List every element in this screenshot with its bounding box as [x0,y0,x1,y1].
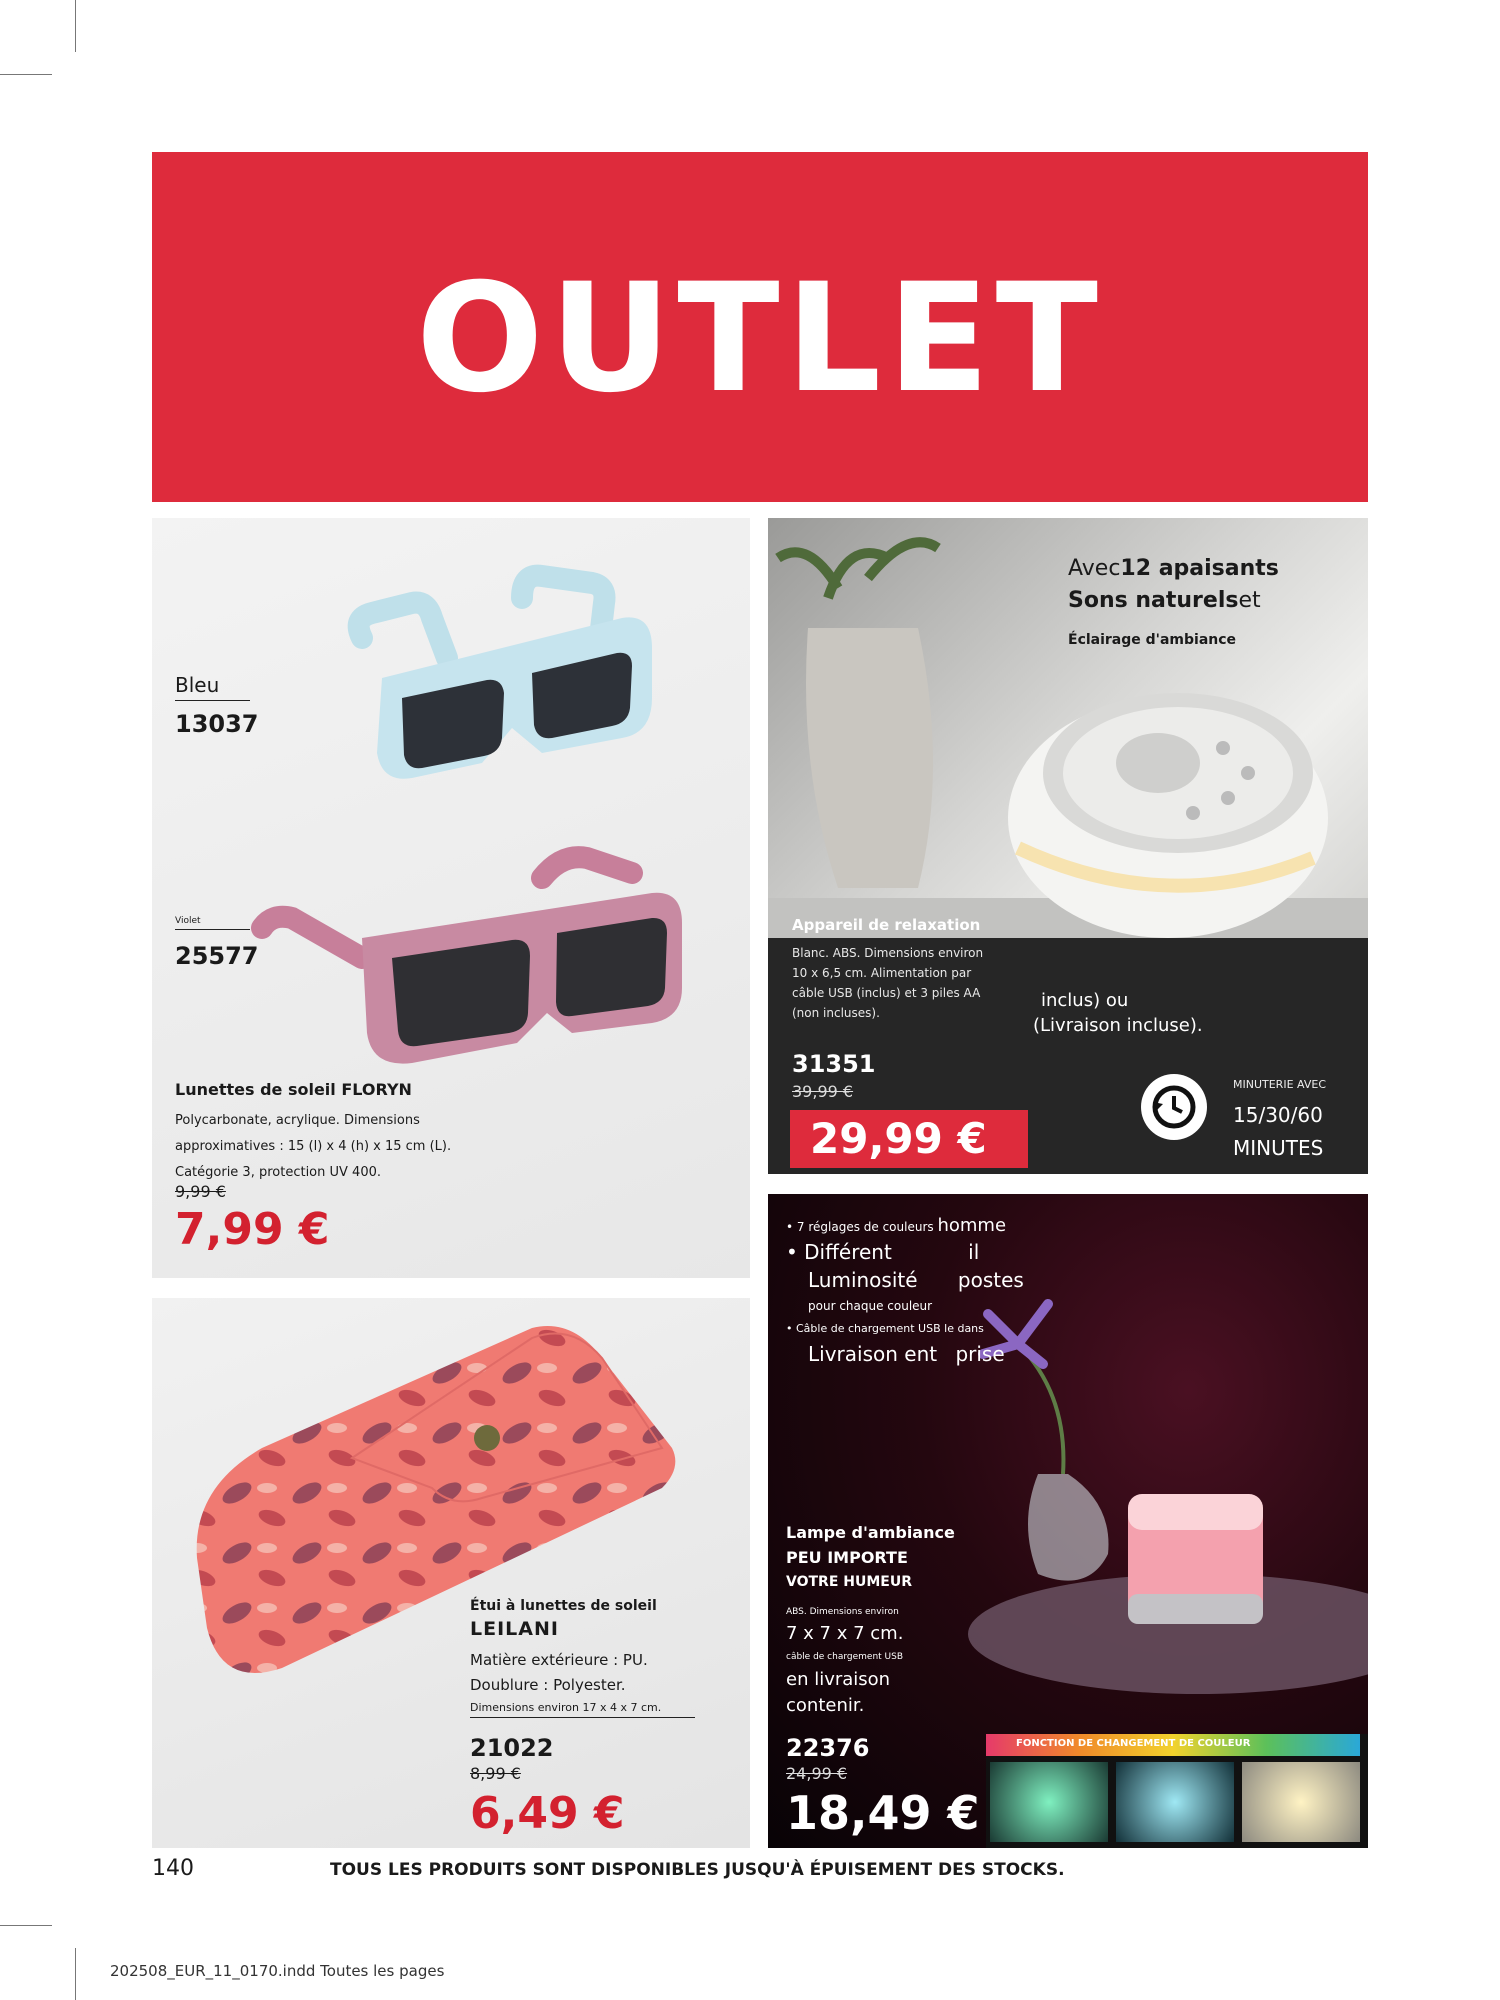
sale-price: 18,49 € [786,1786,980,1840]
product-name: Lampe d'ambiance PEU IMPORTE VOTRE HUMEUR [786,1523,955,1590]
color-label-violet: Violet [175,916,250,930]
outlet-banner [152,152,1368,502]
color-function-label: FONCTION DE CHANGEMENT DE COULEUR [1016,1738,1251,1749]
lamp-cyan-thumbnail [1116,1762,1234,1842]
crop-mark [75,1948,76,2000]
relax-subheadline: Éclairage d'ambiance [1068,632,1237,648]
color-label-blue: Bleu [175,673,250,701]
product-name: Lunettes de soleil FLORYN [175,1080,412,1099]
old-price: 39,99 € [792,1082,854,1101]
old-price: 8,99 € [470,1764,521,1783]
sale-price: 29,99 € [810,1114,987,1163]
sale-price: 7,99 € [175,1204,330,1255]
product-name-line-2: LEILANI [470,1618,559,1640]
timer-values: 15/30/60 [1233,1103,1323,1127]
sale-price: 6,49 € [470,1788,625,1839]
crop-mark [75,0,76,52]
product-ambient-lamp[interactable] [768,1194,1368,1848]
timer-unit: MINUTES [1233,1136,1324,1160]
timer-icon [1141,1074,1207,1140]
crop-mark [0,74,52,75]
lamp-yellow-thumbnail [1242,1762,1360,1842]
product-code: 21022 [470,1734,554,1762]
delivery-note: inclus) ou (Livraison incluse). [1033,990,1203,1036]
sunglasses-case-illustration [152,1298,750,1848]
product-name-line-1: Étui à lunettes de soleil [470,1598,657,1614]
relax-headline-2: Sons naturelset [1068,588,1261,613]
product-code-violet: 25577 [175,942,259,970]
product-dimensions: Dimensions environ 17 x 4 x 7 cm. [470,1701,695,1718]
banner-title: OUTLET [415,252,1104,426]
product-relaxation-device[interactable] [768,518,1368,1174]
product-name: Appareil de relaxation [792,916,981,934]
relax-headline-1: Avec12 apaisants [1068,556,1279,581]
stock-notice: TOUS LES PRODUITS SONT DISPONIBLES JUSQU'À ÉPUISEMENT DES STOCKS. [330,1860,1065,1880]
product-sunglasses-case[interactable] [152,1298,750,1848]
crop-mark [0,1925,52,1926]
old-price: 9,99 € [175,1182,226,1201]
product-description: Matière extérieure : PU. Doublure : Polyester. [470,1651,648,1694]
product-description: Blanc. ABS. Dimensions environ 10 x 6,5 cm. Alimentation par câble USB (inclus) et 3 piles AA (non incluses). [792,946,984,1020]
blue-sunglasses [359,576,652,779]
page-number: 140 [152,1856,194,1881]
color-function-bar [986,1734,1360,1756]
file-label: 202508_EUR_11_0170.indd Toutes les pages [110,1962,445,1980]
product-code-blue: 13037 [175,710,259,738]
product-description: ABS. Dimensions environ 7 x 7 x 7 cm. câble de chargement USB en livraison contenir. [786,1607,904,1716]
lamp-green-thumbnail [990,1762,1108,1842]
price-box [790,1110,1028,1168]
timer-label: MINUTERIE AVEC [1233,1078,1326,1091]
product-code: 31351 [792,1050,876,1078]
product-description: Polycarbonate, acrylique. Dimensions approximatives : 15 (l) x 4 (h) x 15 cm (L). Catégorie 3, protection UV 400. [175,1113,452,1180]
old-price: 24,99 € [786,1764,848,1783]
violet-sunglasses [262,857,682,1063]
product-sunglasses[interactable] [152,518,750,1278]
lamp-features: • 7 réglages de couleurs homme • Différent il Luminosité postes pour chaque couleur • Câble de chargement USB le dans Livraison ent prise [786,1215,1024,1366]
product-code: 22376 [786,1734,870,1762]
